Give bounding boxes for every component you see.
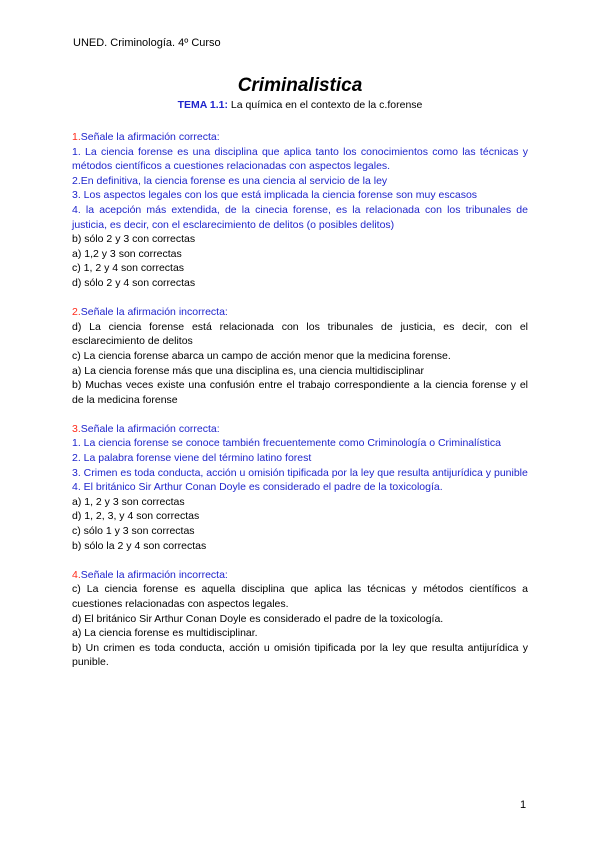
question-prompt-text: Señale la afirmación correcta: [80, 131, 220, 143]
statement: 1. La ciencia forense se conoce también frecuentemente como Criminología o Criminalística [72, 437, 501, 450]
statement: 3. Crimen es toda conducta, acción u omisión tipificada por la ley que resulta antijurídica y punible [72, 466, 528, 479]
answer-option: b) sólo la 2 y 4 son correctas [72, 539, 207, 552]
statement: 1. La ciencia forense es una disciplina que aplica tanto los conocimientos como las técnicas y métodos científicos a cuestiones relacionadas con aspectos legales. [72, 145, 528, 173]
statement: 3. Los aspectos legales con los que está implicada la ciencia forense son muy escasos [72, 189, 478, 202]
question-prompt-text: Señale la afirmación correcta: [80, 422, 220, 435]
statement: 4. la acepción más extendida, de la cinecia forense, es la relacionada con los tribunales de justicia, es decir, con el esclarecimiento de delitos (o posibles delitos) [72, 203, 528, 231]
topic-label: TEMA 1.1: [177, 99, 228, 111]
answer-option: c) La ciencia forense abarca un campo de acción menor que la medicina forense. [72, 349, 451, 362]
statement: 4. El británico Sir Arthur Conan Doyle es considerado el padre de la toxicología. [72, 481, 443, 494]
question-2 [72, 305, 528, 407]
question-prompt [72, 568, 528, 583]
question-number: 1. [72, 131, 81, 143]
question-prompt [72, 130, 528, 145]
question-4 [72, 568, 528, 670]
question-number: 2. [72, 306, 81, 319]
page-number: 1 [520, 799, 527, 811]
topic-text: La química en el contexto de la c.forense [228, 99, 423, 111]
question-prompt [72, 305, 528, 320]
answer-option: a) La ciencia forense más que una disciplina es, una ciencia multidisciplinar [72, 364, 424, 377]
document-title: Criminalistica [237, 75, 363, 96]
answer-option: c) La ciencia forense es aquella disciplina que aplica las técnicas y métodos científicos a cuestiones relacionadas con aspectos legales. [72, 583, 528, 610]
answer-option: d) sólo 2 y 4 son correctas [72, 276, 196, 289]
document-subtitle [0, 99, 600, 111]
answer-option: c) 1, 2 y 4 son correctas [72, 262, 185, 275]
question-prompt-text: Señale la afirmación incorrecta: [80, 568, 228, 581]
questions-container [72, 130, 528, 685]
answer-option: d) La ciencia forense está relacionada con los tribunales de justicia, es decir, con el esclarecimiento de delitos [72, 320, 528, 348]
answer-option: d) El británico Sir Arthur Conan Doyle es considerado el padre de la toxicología. [72, 612, 444, 625]
answer-option: b) sólo 2 y 3 con correctas [72, 233, 196, 246]
question-number: 4. [72, 568, 81, 581]
question-prompt [72, 422, 528, 437]
question-1 [72, 130, 528, 291]
answer-option: a) La ciencia forense es multidisciplinar. [72, 627, 258, 640]
answer-option: a) 1,2 y 3 son correctas [72, 247, 182, 260]
answer-option: d) 1, 2, 3, y 4 son correctas [72, 510, 200, 523]
answer-option: a) 1, 2 y 3 son correctas [72, 495, 185, 508]
statement: 2.En definitiva, la ciencia forense es una ciencia al servicio de la ley [72, 174, 388, 187]
answer-option: b) Muchas veces existe una confusión entre el trabajo correspondiente a la ciencia forense y el de la medicina forense [72, 379, 528, 406]
answer-option: c) sólo 1 y 3 son correctas [72, 525, 195, 538]
question-prompt-text: Señale la afirmación incorrecta: [80, 306, 228, 319]
page-header: UNED. Criminología. 4º Curso [73, 37, 221, 49]
question-3 [72, 422, 528, 553]
question-number: 3. [72, 422, 81, 435]
answer-option: b) Un crimen es toda conducta, acción u omisión tipificada por la ley que resulta antijurídica y punible. [72, 641, 528, 669]
statement: 2. La palabra forense viene del término latino forest [72, 452, 312, 465]
